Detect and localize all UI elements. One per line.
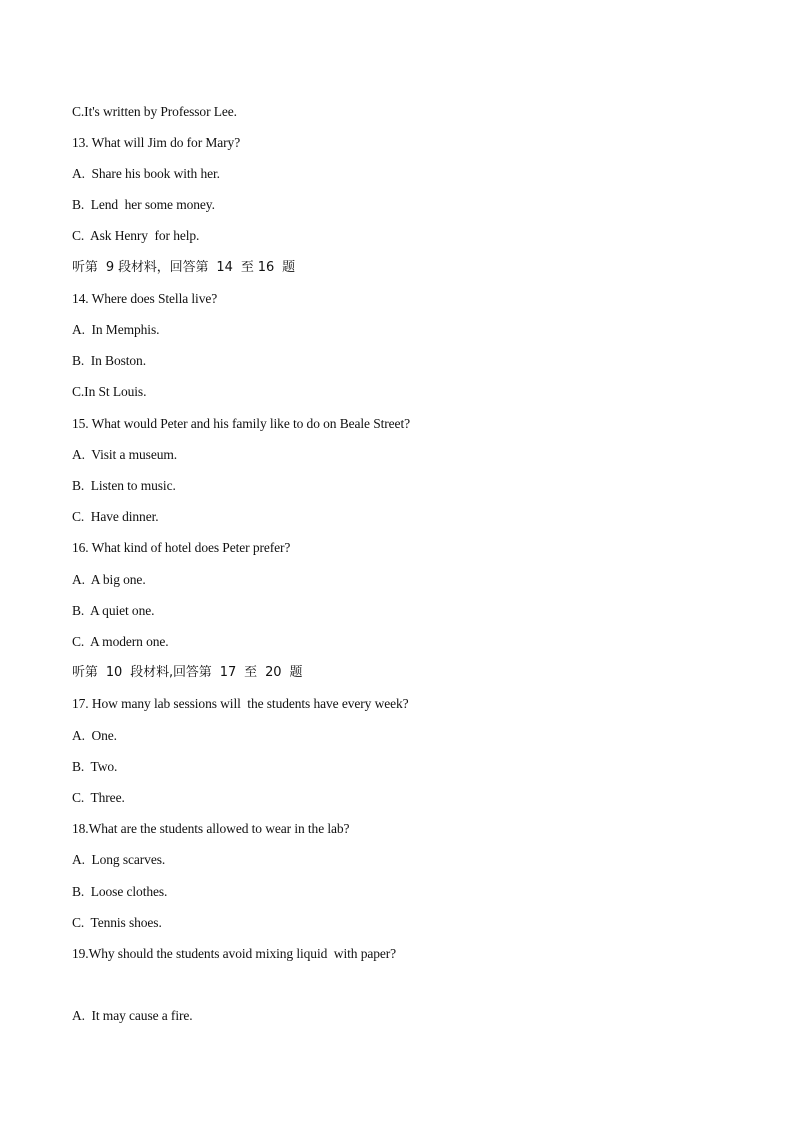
answer-option: A. It may cause a fire. bbox=[72, 1008, 193, 1023]
answer-option: C. Ask Henry for help. bbox=[72, 228, 200, 243]
question-15: 15. What would Peter and his family like to do on Beale Street? bbox=[72, 416, 410, 431]
answer-option: C. Tennis shoes. bbox=[72, 915, 162, 930]
answer-option: A. Long scarves. bbox=[72, 852, 166, 867]
answer-option: A. A big one. bbox=[72, 572, 146, 587]
answer-option: B. In Boston. bbox=[72, 353, 146, 368]
question-16: 16. What kind of hotel does Peter prefer? bbox=[72, 540, 291, 555]
answer-option: A. One. bbox=[72, 728, 117, 743]
answer-option: A. In Memphis. bbox=[72, 322, 160, 337]
answer-option: C. Have dinner. bbox=[72, 509, 159, 524]
answer-option: B. Listen to music. bbox=[72, 478, 176, 493]
answer-option: C.It's written by Professor Lee. bbox=[72, 104, 237, 119]
answer-option: B. Lend her some money. bbox=[72, 197, 215, 212]
question-17: 17. How many lab sessions will the students have every week? bbox=[72, 696, 409, 711]
answer-option: C. A modern one. bbox=[72, 634, 169, 649]
question-14: 14. Where does Stella live? bbox=[72, 291, 218, 306]
section-instruction: 听第 10 段材料,回答第 17 至 20 题 bbox=[72, 665, 303, 680]
answer-option: C. Three. bbox=[72, 790, 125, 805]
answer-option: B. Loose clothes. bbox=[72, 884, 168, 899]
question-18: 18.What are the students allowed to wear in the lab? bbox=[72, 821, 350, 836]
question-19: 19.Why should the students avoid mixing liquid with paper? bbox=[72, 946, 397, 961]
answer-option: B. Two. bbox=[72, 759, 118, 774]
answer-option: B. A quiet one. bbox=[72, 603, 155, 618]
answer-option: A. Share his book with her. bbox=[72, 166, 220, 181]
question-13: 13. What will Jim do for Mary? bbox=[72, 135, 241, 150]
answer-option: A. Visit a museum. bbox=[72, 447, 178, 462]
section-instruction: 听第 9 段材料，回答第 14 至 16 题 bbox=[72, 260, 296, 275]
answer-option: C.In St Louis. bbox=[72, 384, 147, 399]
